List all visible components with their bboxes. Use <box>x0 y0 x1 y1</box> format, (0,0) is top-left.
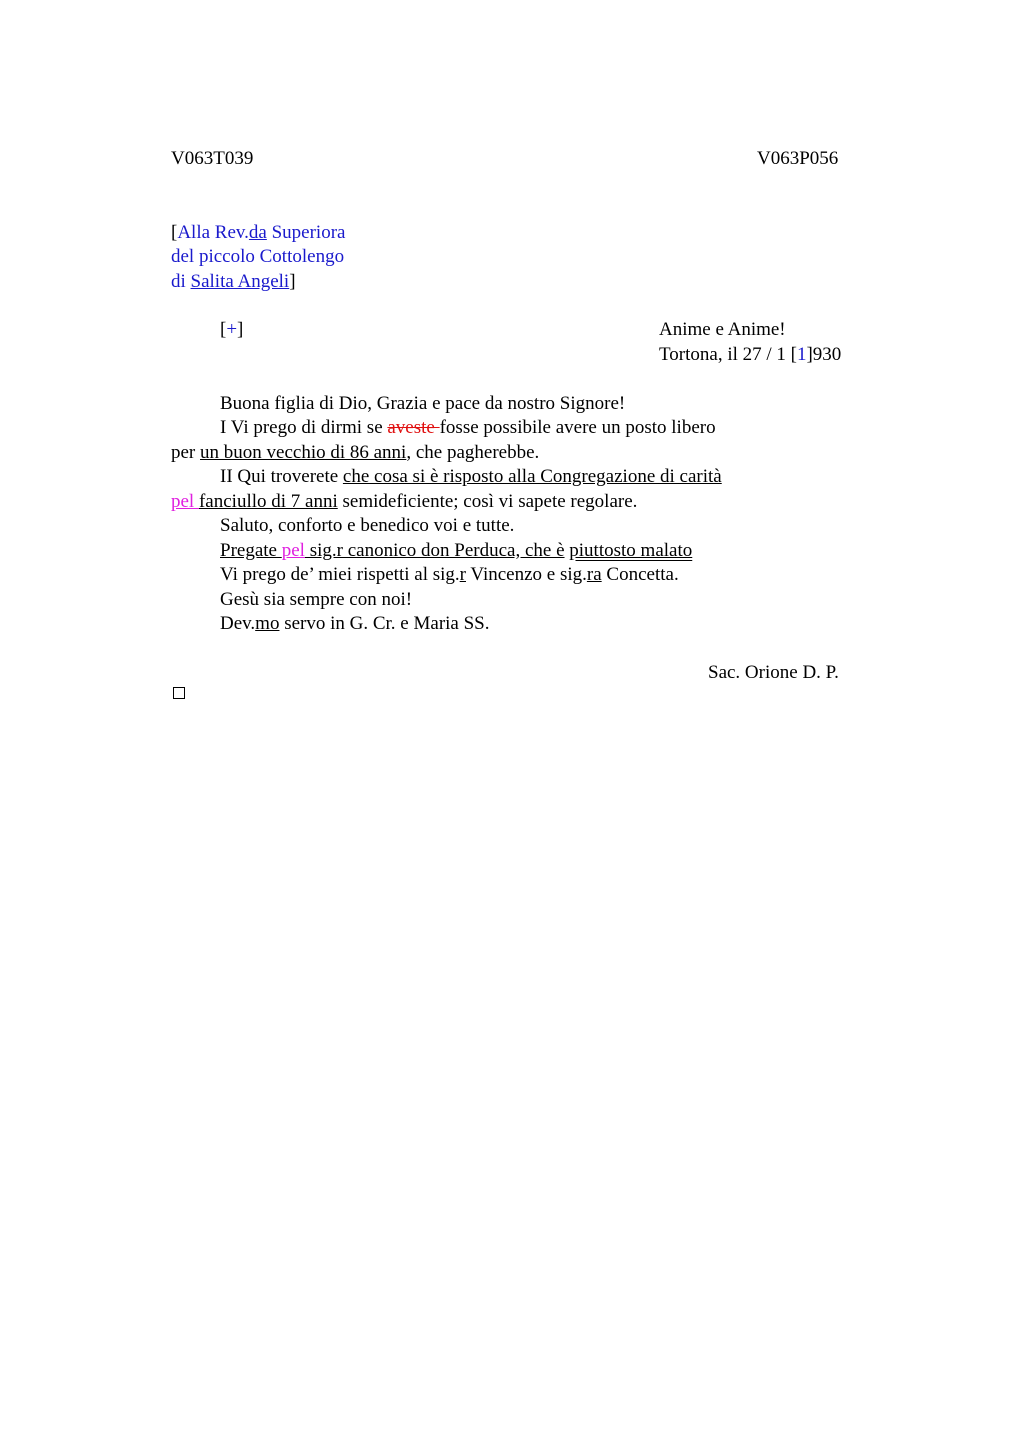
doc-code-left: V063T039 <box>171 148 254 169</box>
motto: Anime e Anime! <box>659 319 786 340</box>
signature: Sac. Orione D. P. <box>708 662 839 683</box>
paragraph-4: Pregate pel sig.r canonico don Perduca, che è piuttosto malato <box>220 540 693 561</box>
address-line-3: di Salita Angeli] <box>171 271 296 292</box>
closing-line: Dev.mo servo in G. Cr. e Maria SS. <box>220 613 490 634</box>
address-line-1: [Alla Rev.da Superiora <box>171 222 346 243</box>
paragraph-2-cont: pel fanciullo di 7 anni semideficiente; così vi sapete regolare. <box>171 491 638 512</box>
greeting: Buona figlia di Dio, Grazia e pace da nostro Signore! <box>220 393 626 414</box>
paragraph-6: Gesù sia sempre con noi! <box>220 589 413 610</box>
date-line: Tortona, il 27 / 1 [1]930 <box>659 344 842 365</box>
end-mark-square <box>173 687 185 699</box>
paragraph-5: Vi prego de’ miei rispetti al sig.r Vincenzo e sig.ra Concetta. <box>220 564 679 585</box>
paragraph-3: Saluto, conforto e benedico voi e tutte. <box>220 515 515 536</box>
doc-code-right: V063P056 <box>757 148 839 169</box>
address-line-2: del piccolo Cottolengo <box>171 246 345 267</box>
paragraph-1: I Vi prego di dirmi se aveste fosse possibile avere un posto libero <box>220 417 716 438</box>
paragraph-2: II Qui troverete che cosa si è risposto alla Congregazione di carità <box>220 466 722 487</box>
cross-mark: [+] <box>220 319 244 340</box>
paragraph-1-cont: per un buon vecchio di 86 anni, che pagherebbe. <box>171 442 540 463</box>
